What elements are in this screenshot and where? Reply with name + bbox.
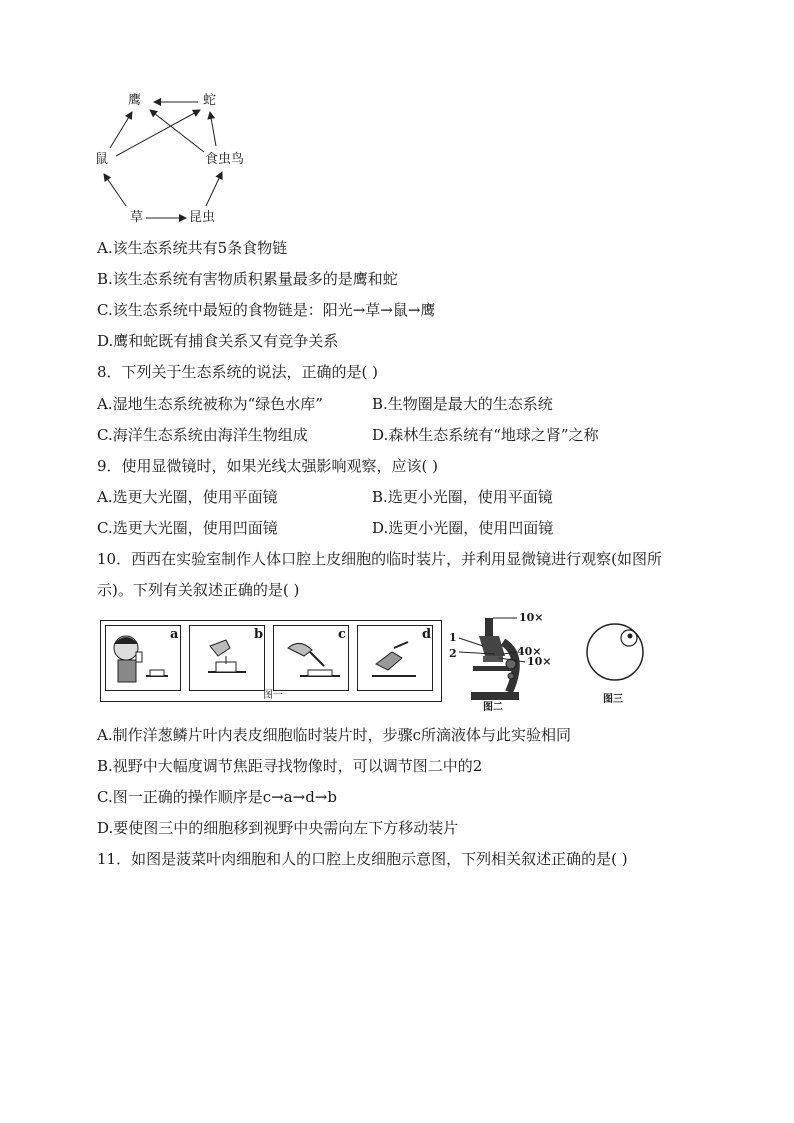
- panel-d: [357, 625, 433, 691]
- q9-option-b: B.选更小光圈，使用平面镜: [372, 488, 553, 506]
- stain-icon: [358, 626, 432, 690]
- cover-slip-icon: [190, 626, 264, 690]
- panel-a-label: a: [170, 627, 179, 642]
- q9-option-d: D.选更小光圈，使用凹面镜: [372, 519, 554, 537]
- dropper-icon: [274, 626, 348, 690]
- panel-a: [105, 625, 181, 691]
- q10-option-b: B.视野中大幅度调节焦距寻找物像时，可以调节图二中的2: [97, 757, 483, 775]
- q10-option-c: C.图一正确的操作顺序是c→a→d→b: [97, 788, 337, 806]
- node-mouse: 鼠: [95, 152, 109, 167]
- arrow-insect-bird: [206, 172, 222, 206]
- part-2-label: 2: [449, 647, 457, 660]
- panel-c-label: c: [338, 627, 346, 642]
- objective-40-label: 40×: [517, 645, 542, 658]
- figure-three-field: [585, 620, 655, 712]
- figure-two-microscope: [449, 612, 569, 712]
- panel-c: [273, 625, 349, 691]
- node-grass: 草: [130, 210, 144, 225]
- figure-three-caption: 图三: [603, 694, 623, 705]
- q9-option-a: A.选更大光圈，使用平面镜: [97, 488, 278, 506]
- node-snake: 蛇: [203, 93, 217, 108]
- q8-option-d: D.森林生态系统有“地球之肾”之称: [372, 426, 599, 444]
- person-gargling-icon: [106, 626, 180, 690]
- figure-one: [100, 620, 442, 702]
- arrow-mouse-eagle: [110, 112, 132, 148]
- q10-option-a: A.制作洋葱鳞片叶内表皮细胞临时装片时，步骤c所滴液体与此实验相同: [97, 726, 572, 744]
- arrow-bird-snake: [210, 112, 216, 146]
- q8-option-a: A.湿地生态系统被称为“绿色水库”: [97, 395, 323, 413]
- q8-option-c: C.海洋生态系统由海洋生物组成: [97, 426, 308, 444]
- panel-b: [189, 625, 265, 691]
- panel-d-label: d: [422, 627, 432, 642]
- objective-10-label: 10×: [527, 655, 552, 668]
- arrow-bird-eagle: [150, 110, 204, 152]
- food-web-diagram: [88, 88, 258, 233]
- node-bird: 食虫鸟: [205, 152, 245, 167]
- q7-option-a: A.该生态系统共有5条食物链: [97, 239, 288, 257]
- panel-b-label: b: [254, 627, 264, 642]
- node-eagle: 鹰: [128, 93, 142, 108]
- q9-option-c: C.选更大光圈，使用凹面镜: [97, 519, 278, 537]
- q7-option-d: D.鹰和蛇既有捕食关系又有竞争关系: [97, 332, 339, 350]
- node-insect: 昆虫: [189, 210, 216, 225]
- q7-option-b: B.该生态系统有害物质积累量最多的是鹰和蛇: [97, 270, 398, 288]
- part-1-label: 1: [449, 631, 457, 644]
- q10-option-d: D.要使图三中的细胞移到视野中央需向左下方移动装片: [97, 819, 459, 837]
- q8-option-b: B.生物圈是最大的生态系统: [372, 395, 553, 413]
- q10-stem-line-2: 示)。下列有关叙述正确的是( ): [97, 581, 300, 599]
- figure-one-caption: 图一: [263, 690, 283, 701]
- q11-stem: 11．如图是菠菜叶肉细胞和人的口腔上皮细胞示意图，下列相关叙述正确的是( ): [97, 850, 628, 868]
- q8-stem: 8．下列关于生态系统的说法，正确的是( ): [97, 363, 379, 381]
- eyepiece-label: 10×: [519, 611, 544, 624]
- q7-option-c: C.该生态系统中最短的食物链是：阳光→草→鼠→鹰: [97, 301, 436, 319]
- arrow-grass-mouse: [104, 174, 126, 206]
- q9-stem: 9．使用显微镜时，如果光线太强影响观察，应该( ): [97, 457, 439, 475]
- q10-stem-line-1: 10．西西在实验室制作人体口腔上皮细胞的临时装片，并利用显微镜进行观察(如图所: [97, 550, 662, 568]
- q10-figure: [97, 612, 677, 712]
- figure-two-caption: 图二: [483, 702, 503, 713]
- field-of-view-icon: [585, 620, 655, 690]
